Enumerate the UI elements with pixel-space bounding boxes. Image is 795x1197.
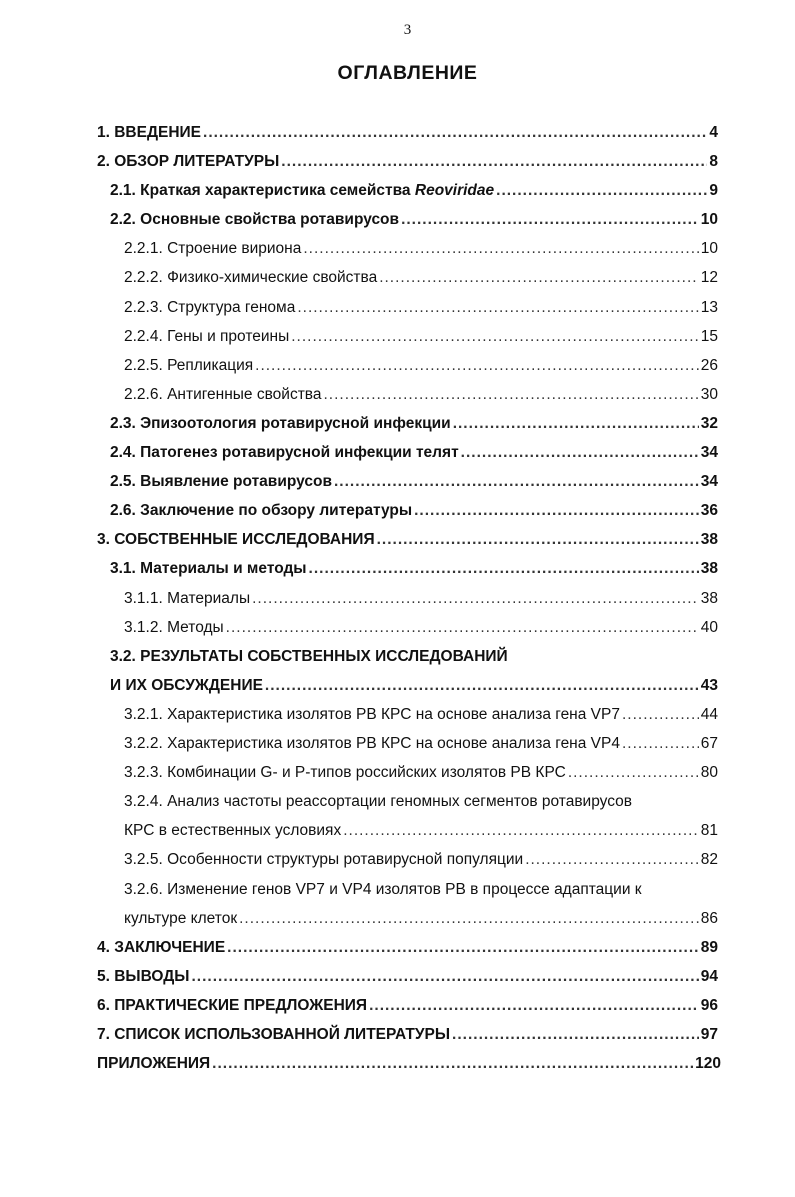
toc-entry-findings[interactable] (97, 966, 718, 988)
toc-entry-page: 13 (700, 299, 718, 316)
toc-entry-page: 38 (700, 590, 718, 607)
toc-entry-literature-review[interactable] (97, 151, 718, 173)
toc-entry-label: 2.5. Выявление ротавирусов (110, 473, 332, 490)
toc-entry-page: 80 (700, 764, 718, 781)
dot-leader (525, 849, 699, 871)
toc-entry-page: 4 (709, 124, 718, 141)
toc-entry-label: 3.2.2. Характеристика изолятов РВ КРС на основе анализа гена VP4 (124, 735, 620, 752)
dot-leader (265, 675, 699, 697)
toc-entry-2-3[interactable] (110, 413, 718, 435)
toc-entry-page: 89 (700, 939, 718, 956)
dot-leader (568, 762, 699, 784)
toc-entry-label: 2. ОБЗОР ЛИТЕРАТУРЫ (97, 153, 280, 170)
toc-entry-label: ПРИЛОЖЕНИЯ (97, 1055, 211, 1072)
toc-entry-label: культуре клеток (124, 910, 238, 927)
toc-entry-3-2-line1: 3.2. РЕЗУЛЬТАТЫ СОБСТВЕННЫХ ИССЛЕДОВАНИЙ (110, 648, 508, 665)
toc-entry-page: 12 (700, 269, 718, 286)
toc-entry-label: 2.2.4. Гены и протеины (124, 328, 290, 345)
toc-entry-2-4[interactable] (110, 442, 718, 464)
toc-entry-3-2-4[interactable] (124, 820, 718, 842)
dot-leader (414, 500, 699, 522)
toc-title: ОГЛАВЛЕНИЕ (337, 62, 478, 84)
toc-entry-3-2[interactable] (110, 675, 718, 697)
toc-entry-page: 26 (700, 357, 718, 374)
toc-entry-3-1[interactable] (110, 558, 718, 580)
toc-entry-label: И ИХ ОБСУЖДЕНИЕ (110, 677, 263, 694)
toc-entry-own-research[interactable] (97, 529, 718, 551)
dot-leader (496, 180, 707, 202)
toc-entry-label: 1. ВВЕДЕНИЕ (97, 124, 202, 141)
toc-entry-page: 10 (700, 211, 718, 228)
toc-entry-label: 3.1.1. Материалы (124, 590, 251, 607)
dot-leader (303, 238, 698, 260)
dot-leader (281, 151, 707, 173)
toc-entry-label: 4. ЗАКЛЮЧЕНИЕ (97, 939, 226, 956)
toc-entry-page: 8 (709, 153, 718, 170)
toc-entry-page: 86 (700, 910, 718, 927)
dot-leader (255, 355, 699, 377)
toc-entry-page: 94 (700, 968, 718, 985)
toc-entry-page: 38 (700, 531, 718, 548)
toc-entry-label: 2.2.2. Физико-химические свойства (124, 269, 378, 286)
toc-entry-label (110, 180, 494, 202)
toc-entry-page: 36 (700, 502, 718, 519)
toc-entry-3-2-1[interactable] (124, 704, 718, 726)
toc-entry-label: 2.2.5. Репликация (124, 357, 254, 374)
toc-entry-label: 3.2.3. Комбинации G- и P-типов российских изолятов РВ КРС (124, 764, 566, 781)
toc-entry-3-2-5[interactable] (124, 849, 718, 871)
toc-entry-page: 44 (700, 706, 718, 723)
toc-entry-label: 3.2.1. Характеристика изолятов РВ КРС на основе анализа гена VP7 (124, 706, 620, 723)
toc-entry-page: 15 (700, 328, 718, 345)
dot-leader (226, 617, 699, 639)
toc-entry-3-2-3[interactable] (124, 762, 718, 784)
dot-leader (622, 733, 699, 755)
dot-leader (622, 704, 699, 726)
toc-entry-page: 38 (700, 560, 718, 577)
dot-leader (239, 908, 699, 930)
dot-leader (377, 529, 699, 551)
toc-entry-page: 81 (700, 822, 718, 839)
toc-entry-2-5[interactable] (110, 471, 718, 493)
toc-entry-3-2-2[interactable] (124, 733, 718, 755)
toc-entry-3-2-6[interactable] (124, 908, 718, 930)
toc-entry-label: 3. СОБСТВЕННЫЕ ИССЛЕДОВАНИЯ (97, 531, 375, 548)
toc-entry-3-1-1[interactable] (124, 588, 718, 610)
toc-entry-label: 7. СПИСОК ИСПОЛЬЗОВАННОЙ ЛИТЕРАТУРЫ (97, 1026, 451, 1043)
toc-entry-2-2-5[interactable] (124, 355, 718, 377)
toc-entry-2-2-3[interactable] (124, 297, 718, 319)
dot-leader (309, 558, 699, 580)
toc-entry-page: 40 (700, 619, 718, 636)
dot-leader (452, 1024, 699, 1046)
toc-entry-label: 2.2. Основные свойства ротавирусов (110, 211, 400, 228)
toc-entry-page: 34 (700, 444, 718, 461)
toc-entry-label: 2.2.1. Строение вириона (124, 240, 302, 257)
page-number: 3 (403, 22, 412, 38)
toc-entry-label: 3.1.2. Методы (124, 619, 224, 636)
toc-entry-label: КРС в естественных условиях (124, 822, 342, 839)
dot-leader (334, 471, 699, 493)
toc-entry-references[interactable] (97, 1024, 718, 1046)
dot-leader (379, 267, 699, 289)
dot-leader (461, 442, 699, 464)
toc-entry-2-2-4[interactable] (124, 326, 718, 348)
toc-entry-3-2-4-line1: 3.2.4. Анализ частоты реассортации геномных сегментов ротавирусов (124, 793, 633, 810)
toc-entry-introduction[interactable] (97, 122, 718, 144)
toc-entry-label: 6. ПРАКТИЧЕСКИЕ ПРЕДЛОЖЕНИЯ (97, 997, 368, 1014)
toc-entry-2-2-2[interactable] (124, 267, 718, 289)
toc-entry-conclusion[interactable] (97, 937, 718, 959)
toc-entry-label: 5. ВЫВОДЫ (97, 968, 190, 985)
toc-entry-2-1[interactable] (110, 180, 718, 202)
toc-entry-2-2[interactable] (110, 209, 718, 231)
toc-entry-page: 97 (700, 1026, 718, 1043)
toc-entry-label-italic: Reoviridae (414, 182, 495, 199)
dot-leader (323, 384, 698, 406)
toc-entry-page: 34 (700, 473, 718, 490)
toc-entry-page: 30 (700, 386, 718, 403)
toc-entry-appendices[interactable] (97, 1053, 721, 1075)
dot-leader (252, 588, 699, 610)
toc-entry-page: 82 (700, 851, 718, 868)
toc-entry-page: 120 (695, 1055, 721, 1072)
toc-entry-label: 3.1. Материалы и методы (110, 560, 307, 577)
toc-entry-2-6[interactable] (110, 500, 718, 522)
toc-entry-label: 2.2.3. Структура генома (124, 299, 296, 316)
toc-entry-page: 9 (709, 182, 718, 199)
dot-leader (227, 937, 699, 959)
toc-entry-2-2-6[interactable] (124, 384, 718, 406)
dot-leader (212, 1053, 693, 1075)
toc-entry-label: 3.2.5. Особенности структуры ротавирусной популяции (124, 851, 524, 868)
dot-leader (297, 297, 698, 319)
dot-leader (369, 995, 699, 1017)
toc-entry-3-2-6-line1: 3.2.6. Изменение генов VP7 и VP4 изолятов РВ в процессе адаптации к (124, 881, 642, 898)
dot-leader (343, 820, 699, 842)
toc-entry-2-2-1[interactable] (124, 238, 718, 260)
toc-entry-3-1-2[interactable] (124, 617, 718, 639)
toc-entry-label: 2.4. Патогенез ротавирусной инфекции телят (110, 444, 459, 461)
toc-entry-label: 2.6. Заключение по обзору литературы (110, 502, 413, 519)
dot-leader (291, 326, 699, 348)
toc-entry-label: 2.2.6. Антигенные свойства (124, 386, 322, 403)
dot-leader (453, 413, 699, 435)
toc-entry-page: 43 (700, 677, 718, 694)
toc-entry-page: 32 (700, 415, 718, 432)
dot-leader (203, 122, 707, 144)
toc-entry-practical-proposals[interactable] (97, 995, 718, 1017)
dot-leader (191, 966, 698, 988)
toc-entry-label: 2.3. Эпизоотология ротавирусной инфекции (110, 415, 451, 432)
toc-entry-page: 67 (700, 735, 718, 752)
toc-entry-page: 10 (700, 240, 718, 257)
toc-entry-label-text: 2.1. Краткая характеристика семейства (110, 182, 415, 199)
toc-entry-page: 96 (700, 997, 718, 1014)
dot-leader (401, 209, 699, 231)
